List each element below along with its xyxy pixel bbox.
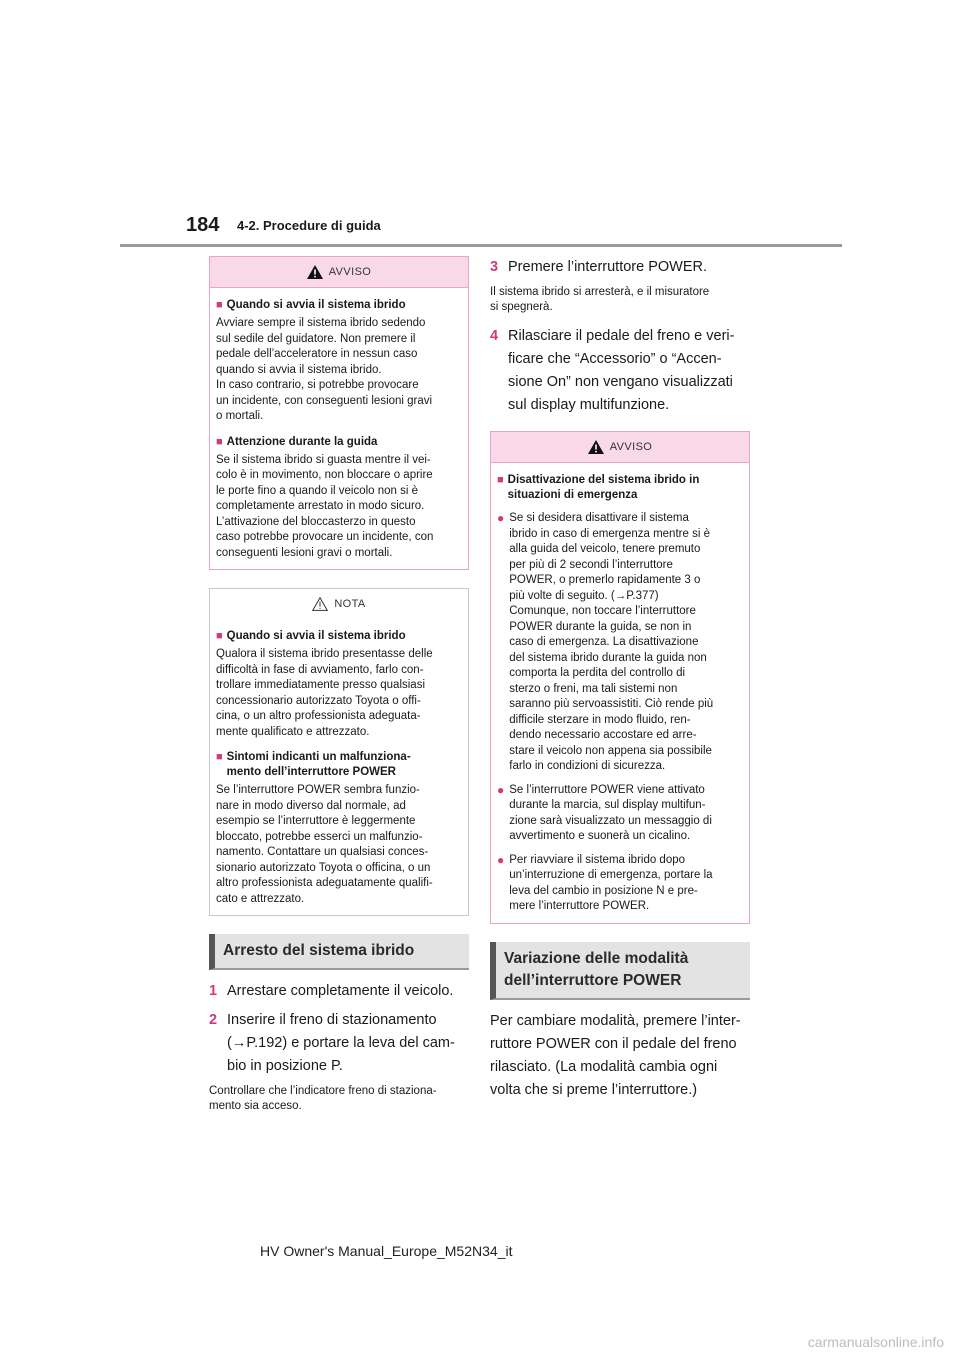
warning-item-title: ■ Quando si avvia il sistema ibrido: [216, 299, 406, 311]
step-item: 4 Rilasciare il pedale del freno e veri- ficare che “Accessorio” o “Accen- sione On” non vengano visualizzati sul display multifunzione.: [490, 328, 735, 413]
square-bullet-icon: ■: [216, 435, 223, 448]
body-paragraph: Per cambiare modalità, premere l’inter- ruttore POWER con il pedale del freno rilasciato. (La modalità cambia ogni volta che si preme l’interruttore.): [490, 1012, 741, 1098]
warning-item-text: Avviare sempre il sistema ibrido sedendo sul sedile del guidatore. Non premere il pedale dell’acceleratore in nessun caso quando si avvia il sistema ibrido. In caso contrario, si potrebbe provocare un incidente, con conseguenti lesioni gravi o mortali.: [216, 317, 433, 422]
warning-box: [490, 431, 750, 924]
note-box: [209, 588, 469, 916]
header-divider: [120, 244, 842, 247]
note-item-title: ■ Sintomi indicanti un malfunziona- mento dell’interruttore POWER: [216, 751, 411, 778]
warning-item-text: Se il sistema ibrido si guasta mentre il vei- colo è in movimento, non bloccare o aprire le porte fino a quando il veicolo non si è completamente arrestato in modo sicuro. L’attivazione del bloccasterzo in questo caso potrebbe provocare un incidente, con conseguenti lesioni gravi o mortali.: [216, 453, 434, 559]
warning-header: [491, 432, 749, 463]
warning-box: [209, 256, 469, 570]
list-item: ● Se l’interruttore POWER viene attivato durante la marcia, sul display multifun- zione sarà visualizzato un messaggio di avvertimento e suonerà un cicalino.: [497, 783, 743, 845]
square-bullet-icon: ■: [497, 474, 504, 486]
note-item-text: Qualora il sistema ibrido presentasse delle difficoltà in fase di avviamento, farlo con- trollare immediatamente presso qualsiasi concessionario autorizzato Toyota o offi- cina, o un altro professionista adeguata- mente qualificato e attrezzato.: [216, 648, 433, 738]
section-heading-power-modes: Variazione delle modalità dell’interruttore POWER: [490, 942, 750, 1000]
note-item-text: Se l’interruttore POWER sembra funzio- nare in modo diverso dal normale, ad esempio se l’interruttore è leggermente bloccato, potrebbe esserci un malfunzio- namento. Contattare un qualsiasi conces- sionario autorizzato Toyota o officina, o un altro professionista adeguatamente qualifi- cato e attrezzato.: [216, 784, 433, 905]
warning-label: AVVISO: [609, 441, 653, 453]
warning-item-title: ■ Disattivazione del sistema ibrido in situazioni di emergenza: [497, 474, 700, 501]
list-item: ● Per riavviare il sistema ibrido dopo un’interruzione di emergenza, portare la leva del cambio in posizione N e pre- mere l’interruttore POWER.: [497, 853, 743, 915]
note-header: [210, 589, 468, 619]
caution-triangle-icon: [312, 597, 328, 611]
list-item: ● Se si desidera disattivare il sistema ibrido in caso di emergenza mentre si è alla guida del veicolo, tenere premuto per più di 2 secondi l’interruttore POWER, o premerlo rapidamente 3 o più volte di seguito. (→P.377) Comunque, non toccare l’interruttore POWER durante la guida, se non in caso di emergenza. La disattivazione del sistema ibrido durante la guida non comporta la perdita del controllo di sterzo o freni, ma tali sistemi non saranno più servoassistiti. Ciò rende più difficile sterzare in modo fluido, ren- dendo necessario accostare ed arre- stare il veicolo non appena sia possibile farlo in condizioni di sicurezza.: [497, 511, 743, 775]
step-note: Il sistema ibrido si arresterà, e il misuratore si spegnerà.: [490, 286, 710, 313]
page-number: 184: [186, 214, 220, 236]
warning-header: [210, 257, 468, 288]
right-column: [490, 256, 750, 1102]
step-item: 3 Premere l’interruttore POWER.: [490, 259, 708, 275]
note-label: NOTA: [334, 598, 366, 610]
watermark: carmanualsonline.info: [807, 1334, 944, 1350]
warning-triangle-icon: [307, 265, 323, 279]
warning-item-title: ■ Attenzione durante la guida: [216, 435, 378, 448]
dot-bullet-icon: ●: [497, 782, 505, 797]
step-note: Controllare che l’indicatore freno di staziona- mento sia acceso.: [209, 1085, 437, 1112]
dot-bullet-icon: ●: [497, 852, 505, 867]
step-item: 2 Inserire il freno di stazionamento (→P.192) e portare la leva del cam- bio in posizione P.: [209, 1012, 455, 1074]
warning-label: AVVISO: [328, 266, 372, 278]
square-bullet-icon: ■: [216, 299, 223, 311]
step-item: 1 Arrestare completamente il veicolo.: [209, 983, 454, 999]
square-bullet-icon: ■: [216, 751, 223, 763]
warning-triangle-icon: [588, 440, 604, 454]
dot-bullet-icon: ●: [497, 511, 505, 525]
section-heading-stop-hybrid: Arresto del sistema ibrido: [209, 934, 469, 970]
section-title: 4-2. Procedure di guida: [237, 218, 381, 233]
left-column: [209, 256, 469, 1114]
note-item-title: ■ Quando si avvia il sistema ibrido: [216, 630, 406, 642]
square-bullet-icon: ■: [216, 630, 223, 642]
footer-manual-id: HV Owner's Manual_Europe_M52N34_it: [260, 1243, 513, 1259]
